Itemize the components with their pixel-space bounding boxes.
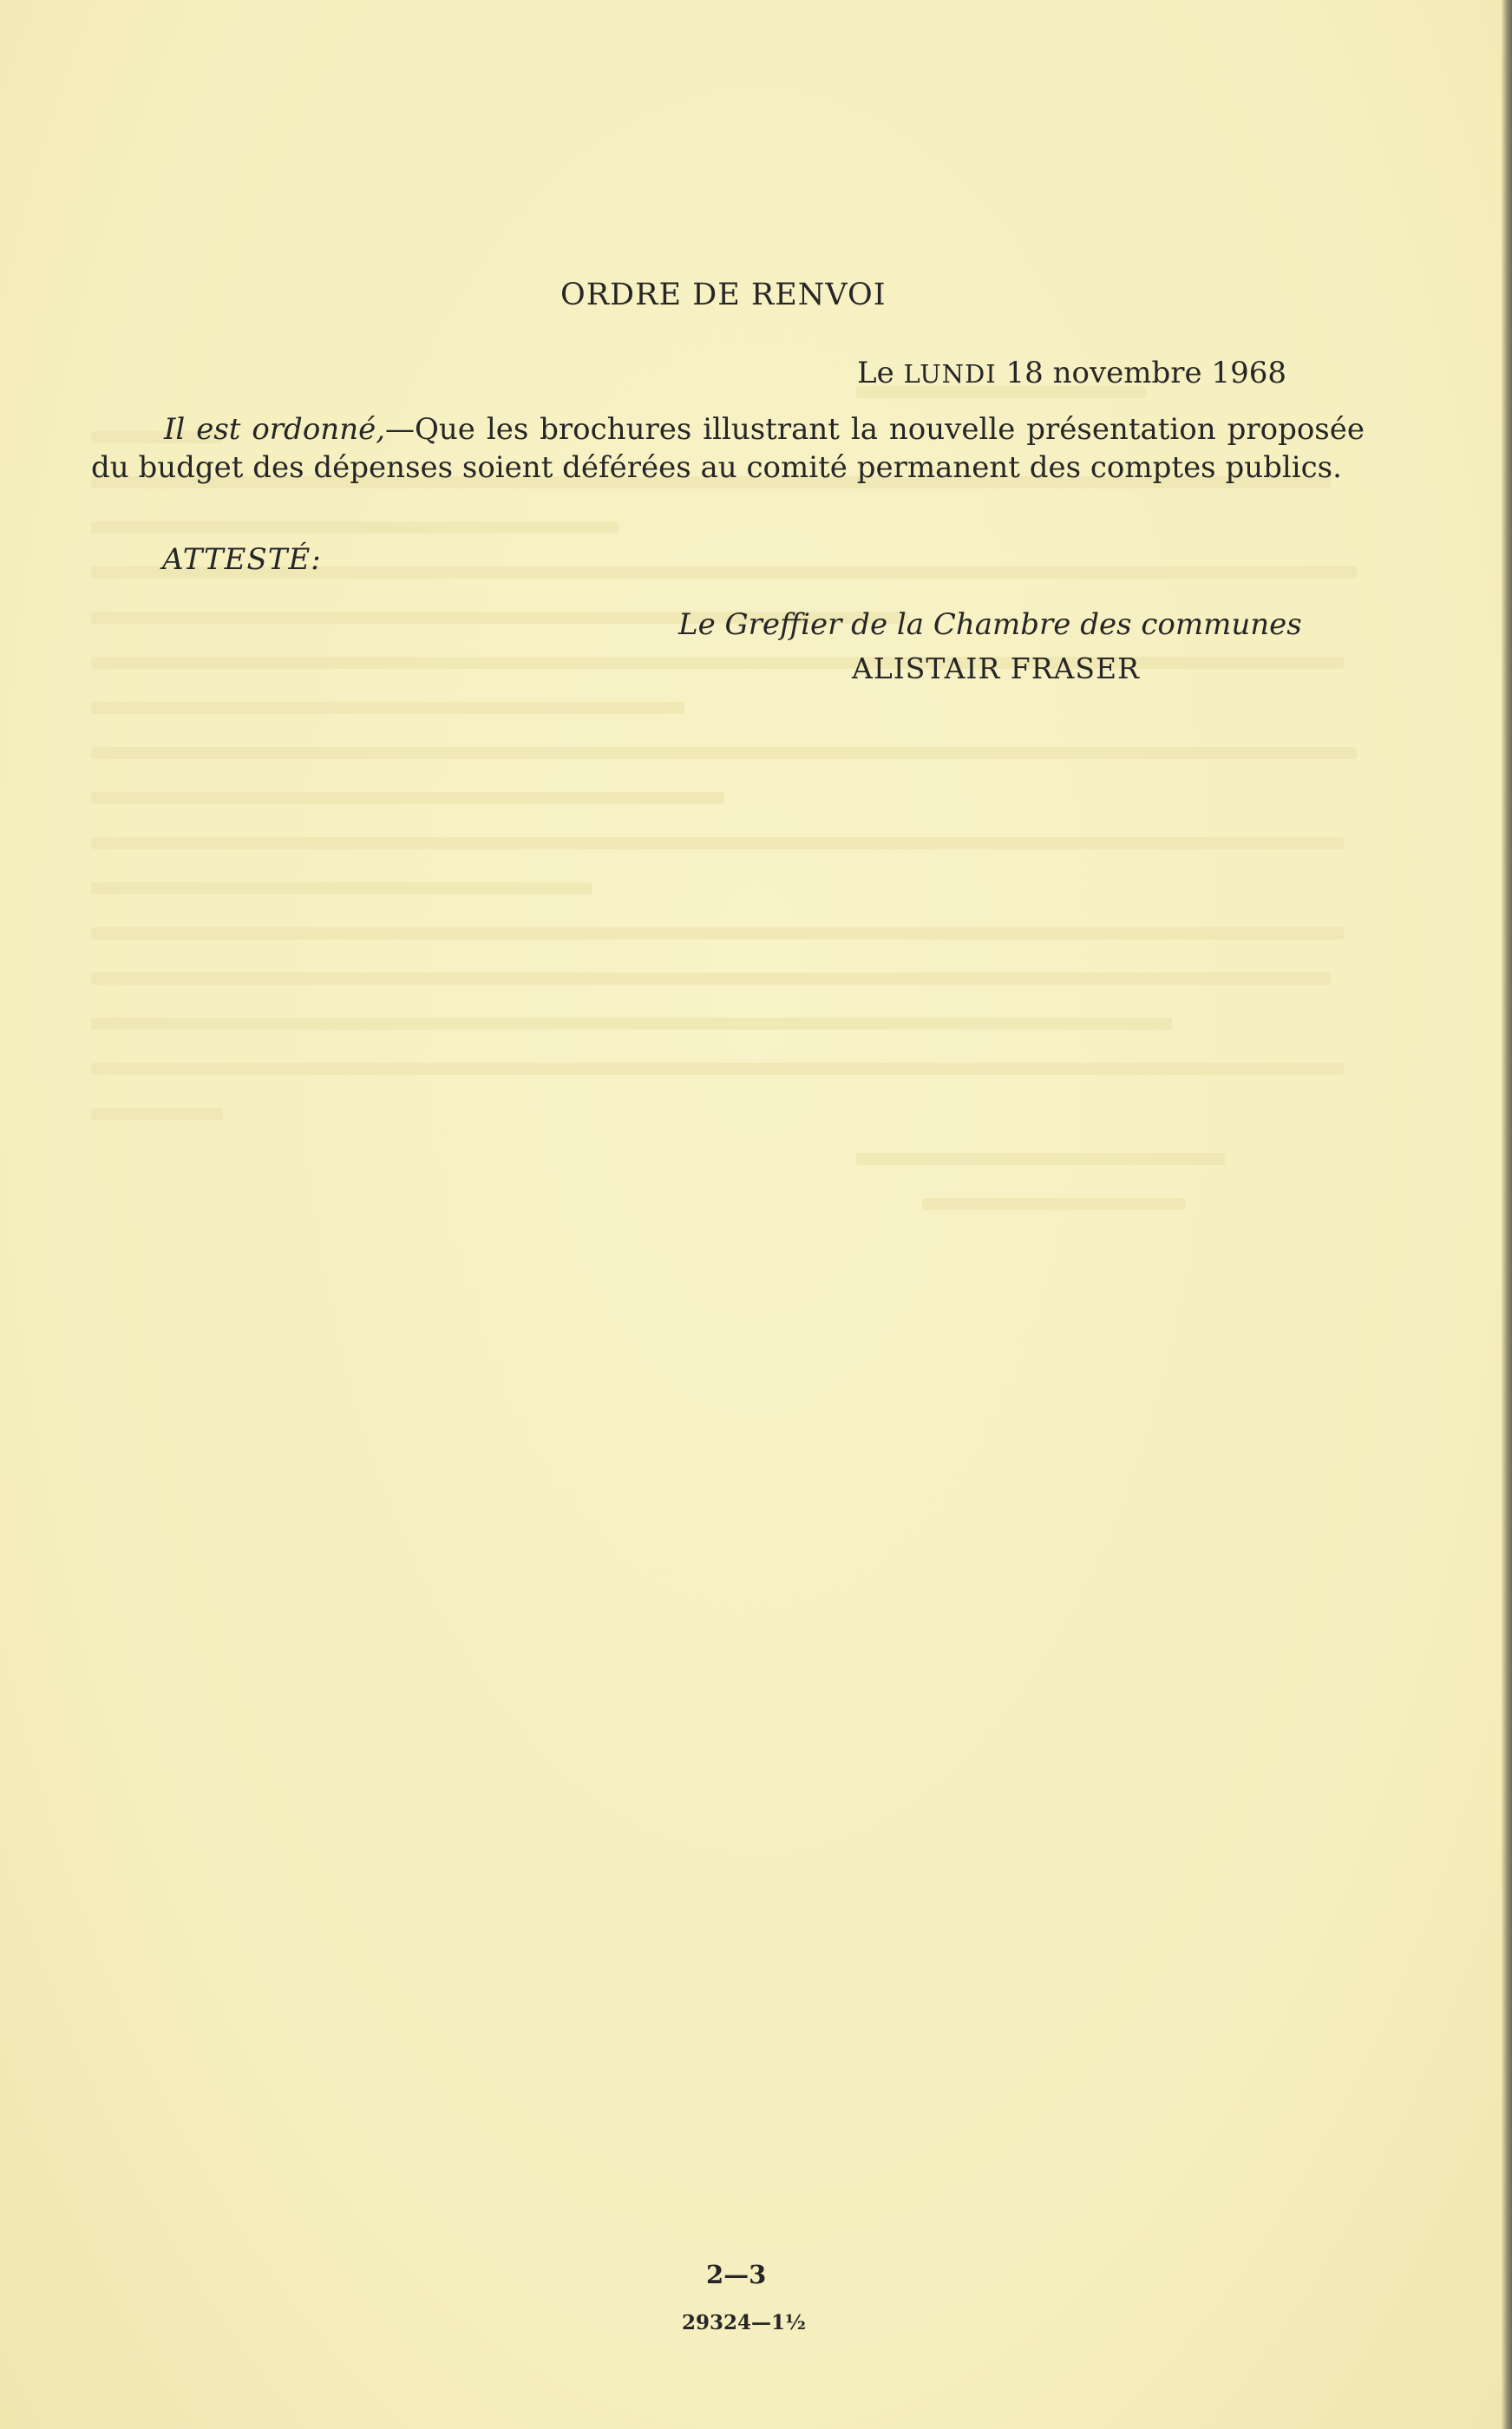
print-code: 29324—1½ bbox=[682, 2311, 807, 2334]
document-heading: ORDRE DE RENVOI bbox=[560, 278, 887, 312]
date-weekday: LUNDI bbox=[903, 359, 997, 389]
signature-name: ALISTAIR FRASER bbox=[852, 651, 1140, 685]
page-edge-shadow bbox=[1502, 0, 1512, 2429]
document-date bbox=[857, 356, 1286, 390]
attestation-label: ATTESTÉ: bbox=[162, 542, 322, 577]
order-paragraph bbox=[91, 410, 1365, 487]
order-lead: Il est ordonné, bbox=[164, 412, 386, 447]
date-prefix: Le bbox=[857, 356, 904, 390]
page-number: 2—3 bbox=[706, 2260, 767, 2289]
bleed-through-marks bbox=[91, 386, 1410, 1243]
signature-title: Le Greffier de la Chambre des communes bbox=[678, 607, 1302, 642]
date-rest: 18 novembre 1968 bbox=[996, 356, 1287, 390]
order-text: —Que les brochures illustrant la nouvelle présentation proposée du budget des dépenses soient déférées au comité permanent des comptes publics. bbox=[91, 412, 1365, 485]
